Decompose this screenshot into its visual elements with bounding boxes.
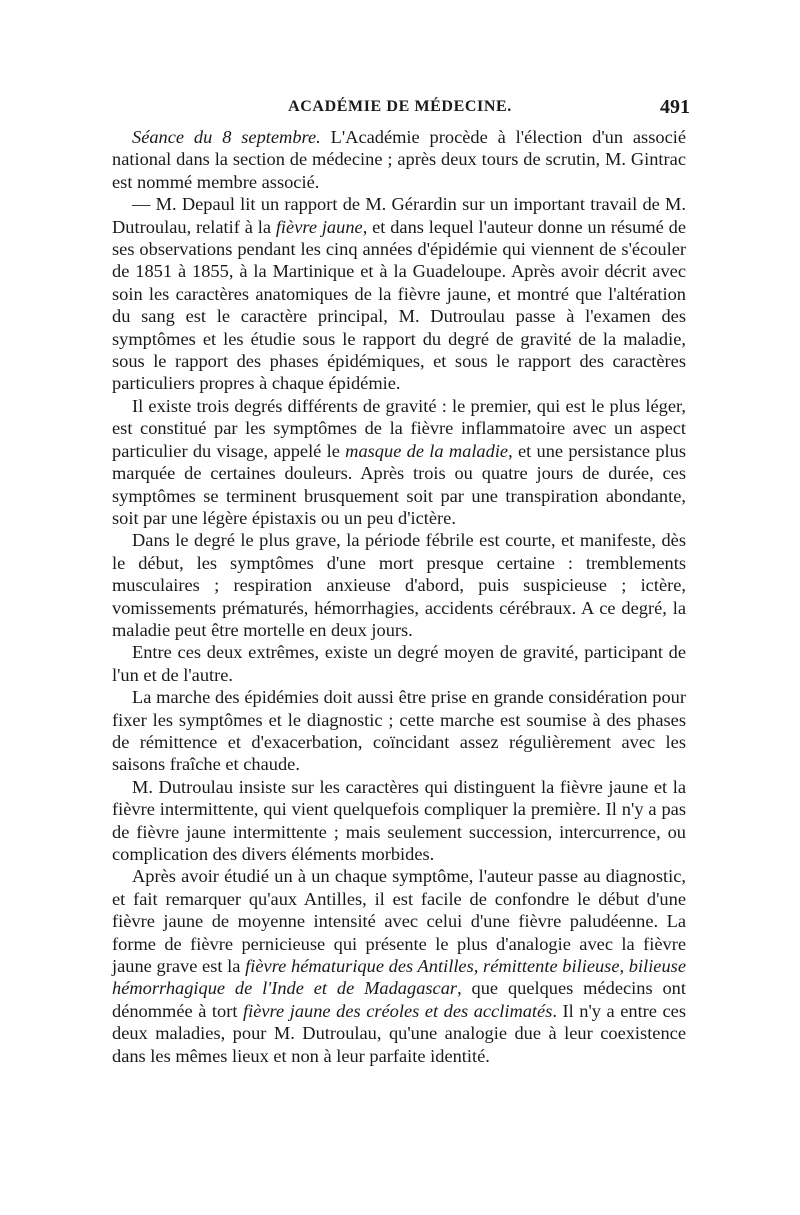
session-date: Séance du 8 septembre. [132, 127, 321, 147]
paragraph-grave-degree [112, 529, 686, 641]
italic-term: fièvre jaune [275, 216, 363, 237]
paragraph-session [112, 126, 686, 193]
paragraph-text: Dans le degré le plus grave, la période fébrile est courte, et manifeste, dès le début, les symptômes d'une mort presque certaine : tremblements musculaires ; respiration anxieuse d'abord, puis suspicieuse ; ictère, vomissements prématurés, hémorrhagies, accidents cérébraux. A ce degré, la maladie peut être mortelle en deux jours. [112, 530, 686, 640]
paragraph-text: Il existe trois degrés différents de gravité : le premier, qui est le plus léger, est constitué par les symptômes de la fièvre inflammatoire avec un aspect particulier du visage, appelé le [112, 395, 686, 461]
running-head: ACADÉMIE DE MÉDECINE. [288, 98, 512, 115]
page-header [110, 98, 690, 122]
paragraph-middle-degree [112, 641, 686, 686]
paragraph-degrees [112, 395, 686, 529]
paragraph-text: L'Académie procède à l'élection d'un associé national dans la section de médecine ; après deux tours de scrutin, M. Gintrac est nommé membre associé. [112, 127, 687, 192]
paragraph-diagnosis [112, 865, 686, 1067]
page-number: 491 [660, 96, 690, 118]
paragraph-report [112, 193, 686, 395]
paragraph-text: . Il n'y a entre ces deux maladies, pour M. Dutroulau, qu'une analogie due à leur coexistence dans les mêmes lieux et non à leur parfaite identité. [112, 1000, 686, 1066]
paragraph-text: , que quelques médecins ont dénommée à tort [112, 978, 686, 1021]
italic-term: masque de la maladie [345, 440, 509, 461]
paragraph-text: , et dans lequel l'auteur donne un résumé de ses observations pendant les cinq années d'épidémie qui viennent de s'écouler de 1851 à 1855, à la Martinique et à la Guadeloupe. Après avoir décrit avec soin les caractères anatomiques de la fièvre jaune, et montré que l'altération du sang est le caractère principal, M. Dutroulau passe à l'examen des symptômes et les étudie sous le rapport du degré de gravité de la maladie, sous le rapport des phases épidémiques, et sous le rapport des caractères particuliers propres à chaque épidémie. [112, 216, 686, 394]
paragraph-intermittent [112, 776, 686, 866]
italic-term: fièvre hématurique des Antilles, rémittente bilieuse, bilieuse hémorrhagique de l'Inde et de Madagascar [112, 956, 686, 999]
body-text [112, 126, 686, 1067]
paragraph-text: La marche des épidémies doit aussi être prise en grande considération pour fixer les symptômes et le diagnostic ; cette marche est soumise à des phases de rémittence et d'exacerbation, coïncidant assez régulièrement avec les saisons fraîche et chaude. [112, 687, 686, 775]
paragraph-text: Entre ces deux extrêmes, existe un degré moyen de gravité, participant de l'un et de l'autre. [112, 642, 686, 685]
paragraph-text: — M. Depaul lit un rapport de M. Gérardin sur un important travail de M. Dutroulau, relatif à la [112, 194, 686, 237]
italic-term: fièvre jaune des créoles et des acclimatés [243, 1000, 553, 1021]
paragraph-epidemic-course [112, 686, 686, 776]
paragraph-text: M. Dutroulau insiste sur les caractères qui distinguent la fièvre jaune et la fièvre intermittente, qui vient quelquefois compliquer la première. Il n'y a pas de fièvre jaune intermittente ; mais seulement succession, intercurrence, ou complication des divers éléments morbides. [112, 776, 686, 864]
paragraph-text: , et une persistance plus marquée de certaines douleurs. Après trois ou quatre jours de durée, ces symptômes se terminent brusquement soit par une transpiration abondante, soit par une légère épistaxis ou un peu d'ictère. [112, 440, 686, 528]
paragraph-text: Après avoir étudié un à un chaque symptôme, l'auteur passe au diagnostic, et fait remarquer qu'aux Antilles, il est facile de confondre le début d'une fièvre jaune de moyenne intensité avec celui d'une fièvre paludéenne. La forme de fièvre pernicieuse qui présente le plus d'analogie avec la fièvre jaune grave est la [112, 866, 686, 977]
